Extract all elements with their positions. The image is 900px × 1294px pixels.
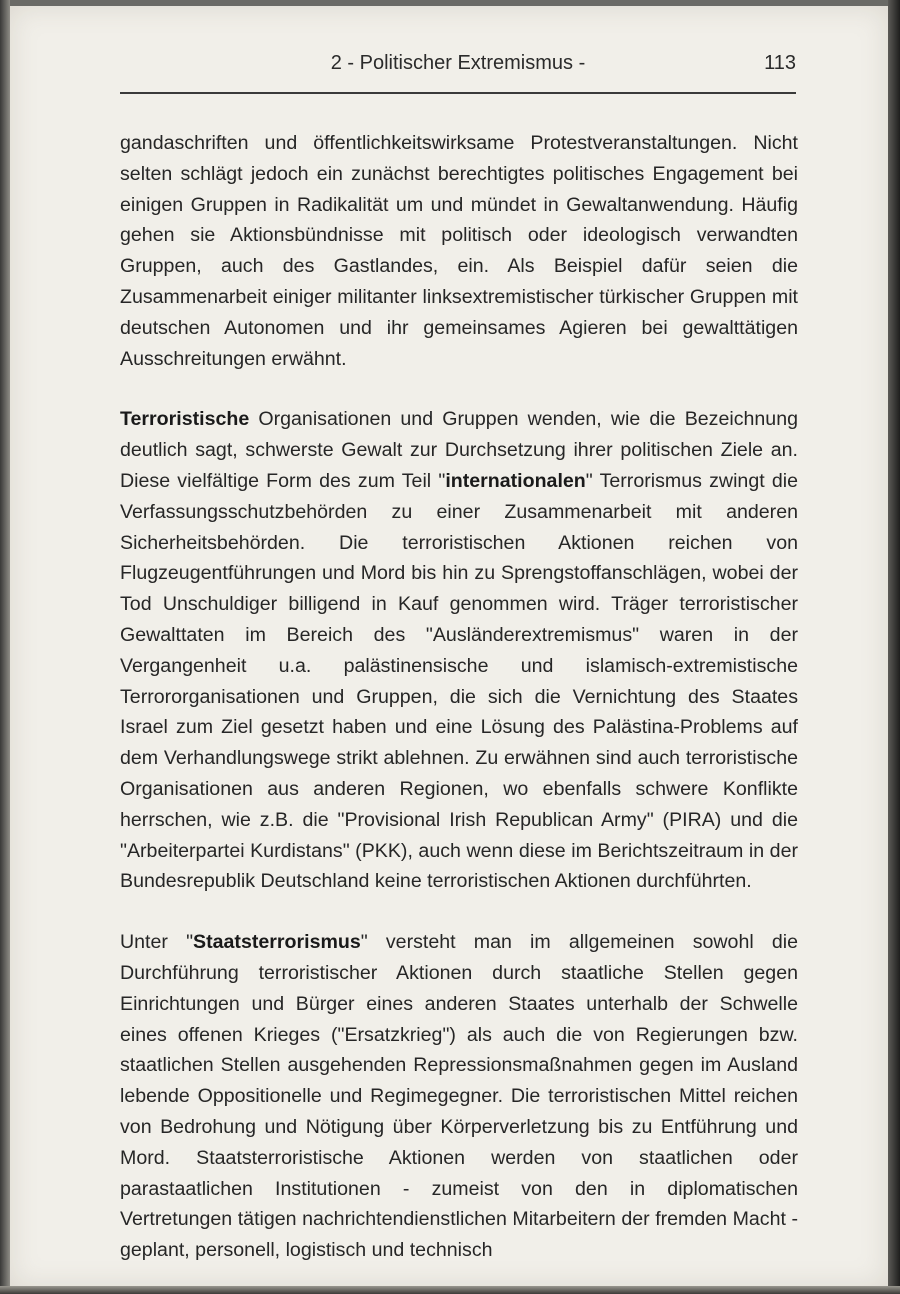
scan-bottom-edge [0,1286,900,1294]
term-terroristische: Terroristische [120,408,250,431]
paragraph-3 [120,927,798,1266]
scan-left-edge [0,0,10,1294]
paragraph-text: Organisationen und Gruppen wenden, wie die Bezeichnung deutlich sagt, schwerste Gewalt zur Durchsetzung ihrer politischen Ziele an. Diese vielfältige Form des zum Teil " [120,408,798,492]
paragraph-text: Unter " [120,931,194,954]
paragraph-text: " versteht man im allgemeinen sowohl die Durchführung terroristischer Aktionen durch staatliche Stellen gegen Einrichtungen und Bürger eines anderen Staates unterhalb der Schwelle eines offenen Krieges ("Ersatzkrieg") als auch die von Regierungen bzw. staatlichen Stellen ausgehenden Repressionsmaßnahmen gegen im Ausland lebende Oppositionelle und Regimegegner. Die terroristischen Mittel reichen von Bedrohung und Nötigung über Körperverletzung bis zu Entführung und Mord. Staatsterroristische Aktionen werden von staatlichen oder parastaatlichen Institutionen - zumeist von den in diplomatischen Vertretungen tätigen nachrichtendienstlichen Mitarbeitern der fremden Macht - geplant, personell, logistisch und technisch [120,931,799,1262]
header-rule [120,92,796,94]
paragraph-text: gandaschriften und öffentlichkeitswirksame Protestveranstaltungen. Nicht selten schlägt jedoch ein zunächst berechtigtes politisches Engagement bei einigen Gruppen in Radikalität um und mündet in Gewaltanwendung. Häufig gehen sie Aktionsbündnisse mit politisch oder ideologisch verwandten Gruppen, auch des Gastlandes, ein. Als Beispiel dafür seien die Zusammenarbeit einiger militanter linksextremistischer türkischer Gruppen mit deutschen Autonomen und ihr gemeinsames Agieren bei gewalttätigen Ausschreitungen erwähnt. [120,132,798,370]
page-number: 113 [764,52,796,74]
paragraph-2 [120,404,798,897]
paragraph-1 [120,128,798,374]
term-staatsterrorismus: Staatsterrorismus [193,931,361,954]
term-internationalen: internationalen [445,469,586,492]
running-header [120,52,796,82]
body-text [120,128,798,1266]
paragraph-text: " Terrorismus zwingt die Verfassungsschutzbehörden zu einer Zusammenarbeit mit anderen Sicherheitsbehörden. Die terroristischen Aktionen reichen von Flugzeugentführungen und Mord bis hin zu Sprengstoffanschlägen, wobei der Tod Unschuldiger billigend in Kauf genommen wird. Träger terroristischer Gewalttaten im Bereich des "Ausländerextremismus" waren in der Vergangenheit u.a. palästinensische und islamisch-extremistische Terrororganisationen und Gruppen, die sich die Vernichtung des Staates Israel zum Ziel gesetzt haben und eine Lösung des Palästina-Problems auf dem Verhandlungswege strikt ablehnen. Zu erwähnen sind auch terroristische Organisationen aus anderen Regionen, wo ebenfalls schwere Konflikte herrschen, wie z.B. die "Provisional Irish Republican Army" (PIRA) und die "Arbeiterpartei Kurdistans" (PKK), auch wenn diese im Berichtszeitraum in der Bundesrepublik Deutschland keine terroristischen Aktionen durchführten. [120,469,799,893]
chapter-title: 2 - Politischer Extremismus - [330,52,586,74]
scan-right-edge [888,0,900,1294]
